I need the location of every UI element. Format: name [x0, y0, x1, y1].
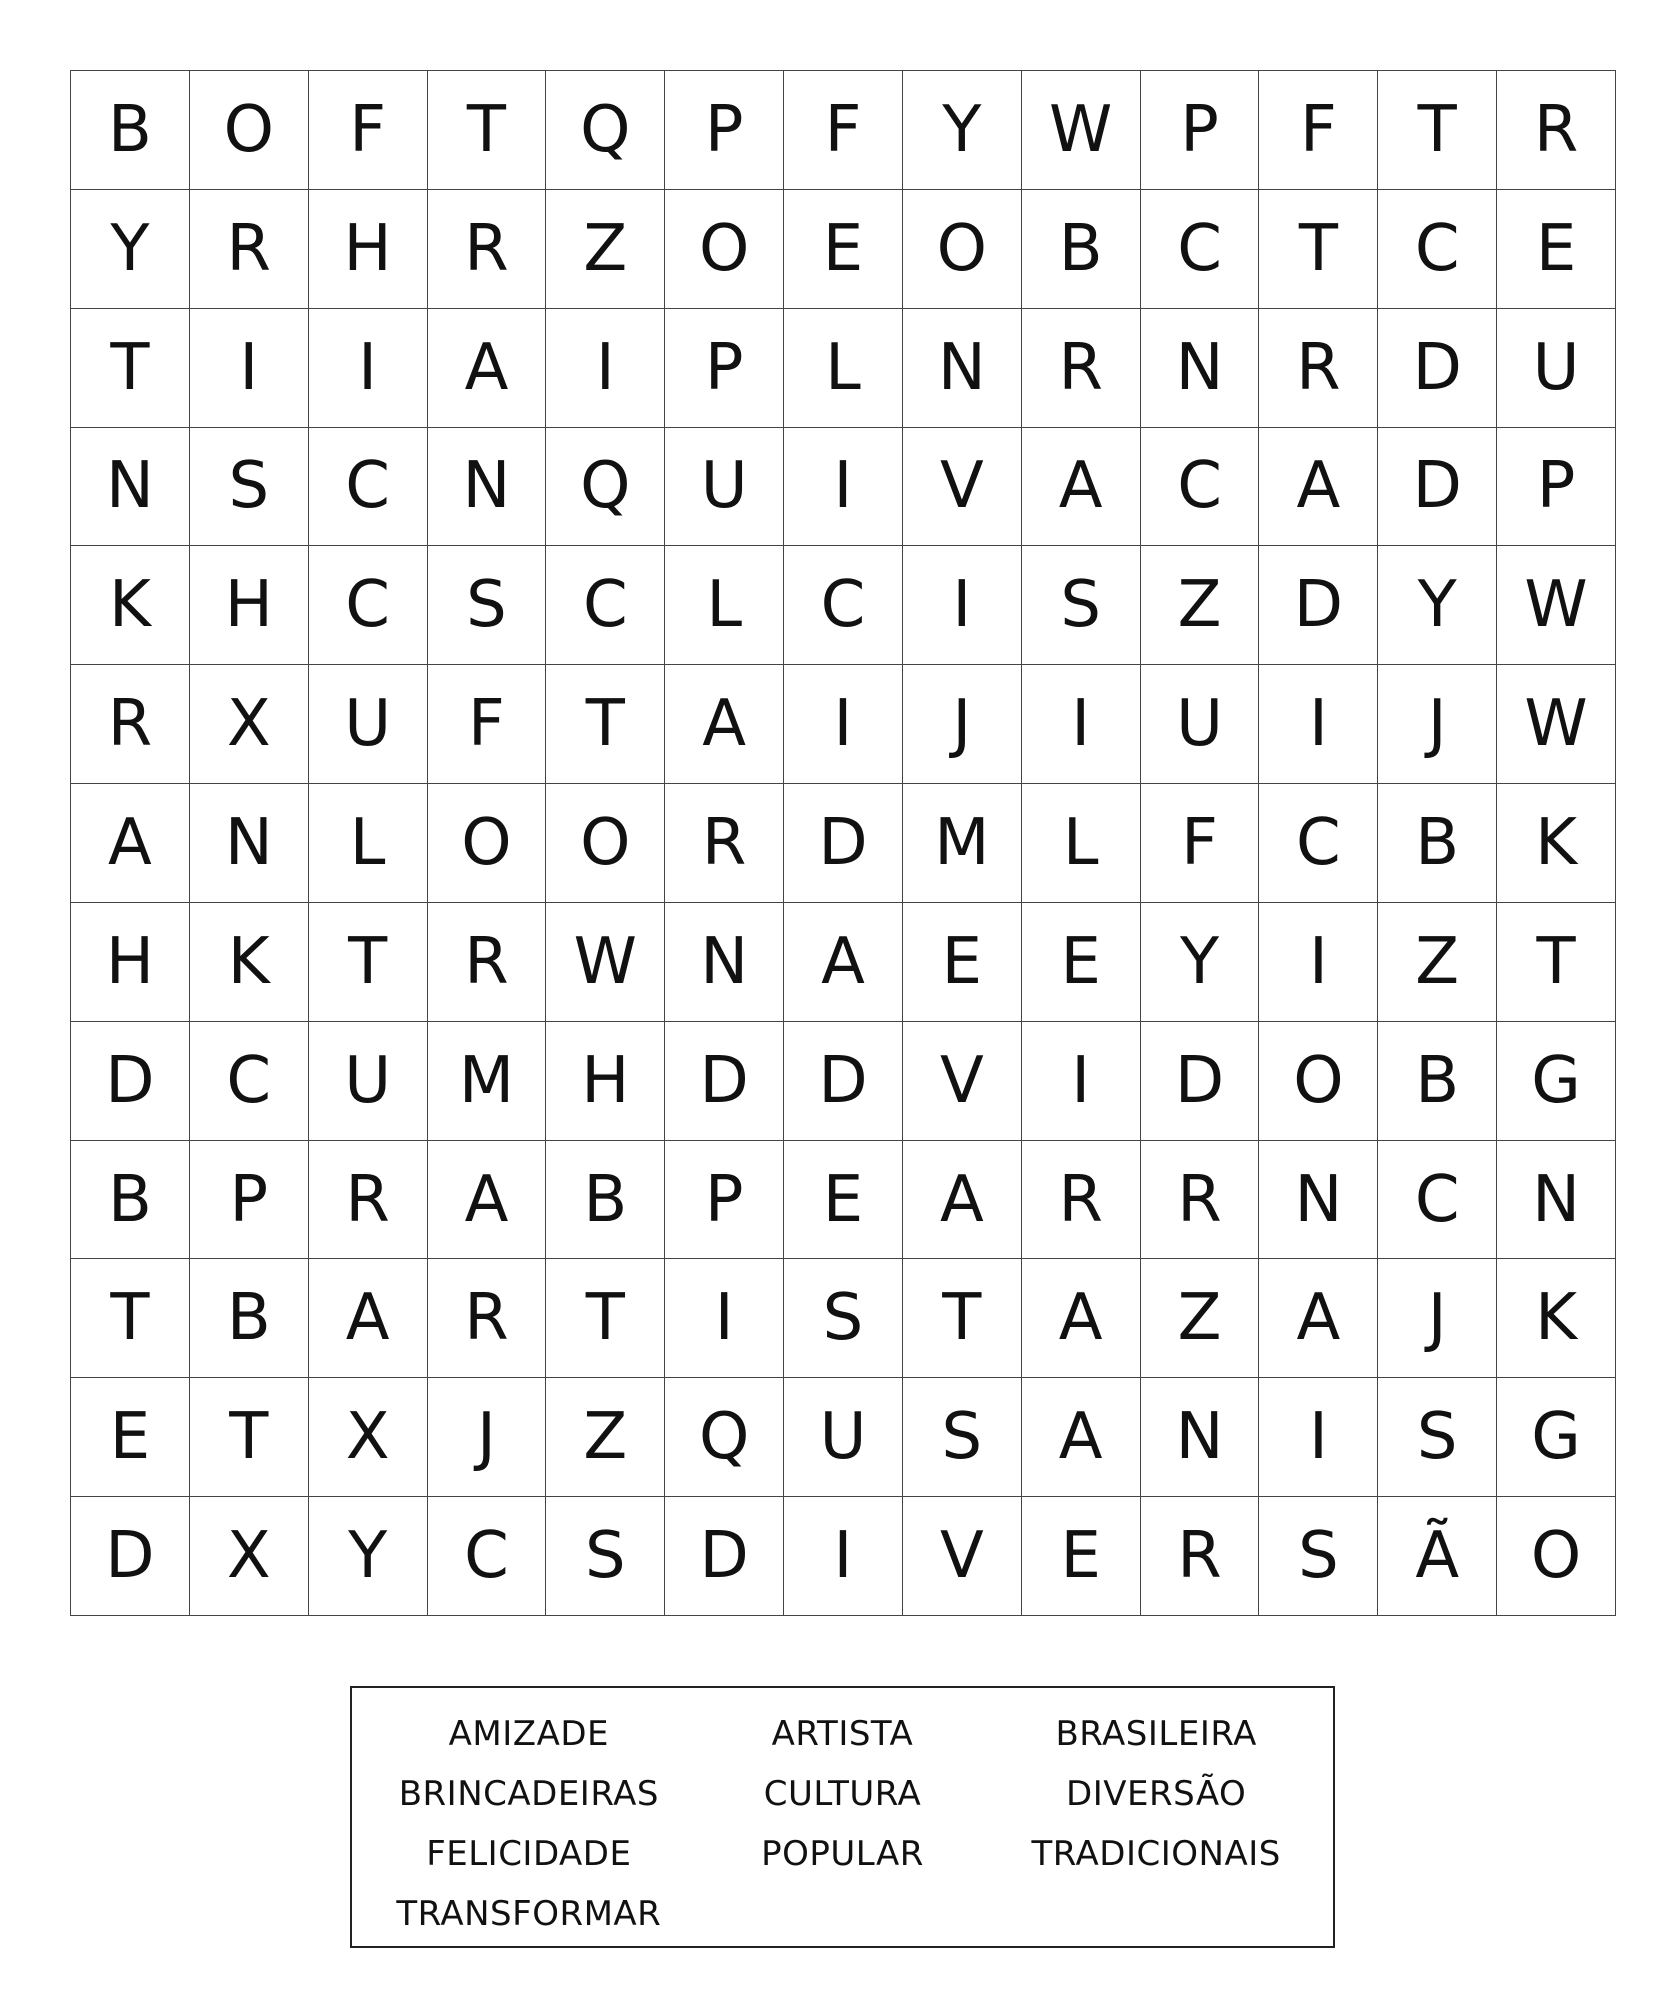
grid-cell[interactable]: Y	[309, 1497, 428, 1616]
grid-cell[interactable]: I	[1022, 1022, 1141, 1141]
grid-cell[interactable]: D	[784, 784, 903, 903]
grid-cell[interactable]: W	[546, 903, 665, 1022]
word-list-item: DIVERSÃO	[1066, 1774, 1247, 1814]
word-list-item: TRADICIONAIS	[1031, 1834, 1281, 1874]
word-list-item: AMIZADE	[448, 1714, 609, 1754]
grid-cell[interactable]: U	[665, 428, 784, 547]
grid-cell[interactable]: Z	[546, 190, 665, 309]
grid-cell[interactable]: R	[309, 1141, 428, 1260]
grid-cell[interactable]: R	[1259, 309, 1378, 428]
grid-cell[interactable]: S	[784, 1259, 903, 1378]
grid-cell[interactable]: O	[665, 190, 784, 309]
grid-cell[interactable]: R	[1141, 1141, 1260, 1260]
grid-cell[interactable]: F	[784, 71, 903, 190]
grid-cell[interactable]: S	[1378, 1378, 1497, 1497]
grid-cell[interactable]: Q	[546, 428, 665, 547]
grid-cell[interactable]: R	[1022, 309, 1141, 428]
word-list-item: CULTURA	[763, 1774, 922, 1814]
grid-cell[interactable]: C	[1141, 190, 1260, 309]
grid-cell[interactable]: T	[71, 309, 190, 428]
grid-cell[interactable]: N	[665, 903, 784, 1022]
grid-cell[interactable]: S	[1259, 1497, 1378, 1616]
grid-cell[interactable]: N	[71, 428, 190, 547]
grid-cell[interactable]: Z	[546, 1378, 665, 1497]
grid-cell[interactable]: T	[428, 71, 547, 190]
grid-cell[interactable]: W	[1497, 665, 1616, 784]
word-list-item: TRANSFORMAR	[396, 1894, 662, 1934]
grid-cell[interactable]: X	[190, 1497, 309, 1616]
grid-cell[interactable]: D	[665, 1022, 784, 1141]
grid-cell[interactable]: T	[1378, 71, 1497, 190]
grid-cell[interactable]: I	[665, 1259, 784, 1378]
word-list	[372, 1704, 1313, 1934]
word-list-item: ARTISTA	[771, 1714, 914, 1754]
grid-cell[interactable]: C	[1378, 190, 1497, 309]
grid-cell[interactable]: P	[665, 309, 784, 428]
grid-cell[interactable]: B	[71, 71, 190, 190]
grid-cell[interactable]: T	[309, 903, 428, 1022]
grid-cell[interactable]: I	[1259, 903, 1378, 1022]
grid-cell[interactable]: A	[71, 784, 190, 903]
grid-cell[interactable]: D	[71, 1497, 190, 1616]
grid-cell[interactable]: J	[1378, 665, 1497, 784]
grid-cell[interactable]: R	[71, 665, 190, 784]
grid-cell[interactable]: V	[903, 1022, 1022, 1141]
grid-cell[interactable]: P	[665, 1141, 784, 1260]
grid-cell[interactable]: B	[546, 1141, 665, 1260]
grid-cell[interactable]: R	[665, 784, 784, 903]
grid-cell[interactable]: V	[903, 428, 1022, 547]
grid-cell[interactable]: O	[903, 190, 1022, 309]
grid-cell[interactable]: W	[1497, 546, 1616, 665]
grid-cell[interactable]: F	[1141, 784, 1260, 903]
grid-cell[interactable]: K	[1497, 1259, 1616, 1378]
grid-cell[interactable]: B	[1378, 784, 1497, 903]
grid-cell[interactable]: P	[665, 71, 784, 190]
grid-cell[interactable]: K	[71, 546, 190, 665]
grid-cell[interactable]: R	[1497, 71, 1616, 190]
grid-cell[interactable]: A	[1259, 428, 1378, 547]
grid-cell[interactable]: A	[309, 1259, 428, 1378]
grid-cell[interactable]: F	[1259, 71, 1378, 190]
grid-cell[interactable]: R	[190, 190, 309, 309]
word-bank	[350, 1686, 1335, 1948]
grid-cell[interactable]: I	[1259, 1378, 1378, 1497]
grid-cell[interactable]: Y	[1378, 546, 1497, 665]
grid-cell[interactable]: U	[784, 1378, 903, 1497]
grid-cell[interactable]: D	[1378, 428, 1497, 547]
grid-cell[interactable]: B	[71, 1141, 190, 1260]
grid-cell[interactable]: Y	[1141, 903, 1260, 1022]
grid-cell[interactable]: H	[309, 190, 428, 309]
grid-cell[interactable]: K	[190, 903, 309, 1022]
grid-cell[interactable]: V	[903, 1497, 1022, 1616]
grid-cell[interactable]: N	[1259, 1141, 1378, 1260]
grid-cell[interactable]: U	[309, 665, 428, 784]
grid-cell[interactable]: C	[1141, 428, 1260, 547]
grid-cell[interactable]: D	[1259, 546, 1378, 665]
grid-cell[interactable]: E	[903, 903, 1022, 1022]
grid-cell[interactable]: X	[309, 1378, 428, 1497]
grid-cell[interactable]: I	[784, 428, 903, 547]
grid-cell[interactable]: N	[1497, 1141, 1616, 1260]
grid-cell[interactable]: L	[1022, 784, 1141, 903]
grid-cell[interactable]: Z	[1141, 1259, 1260, 1378]
grid-cell[interactable]: B	[1378, 1022, 1497, 1141]
grid-cell[interactable]: S	[428, 546, 547, 665]
grid-cell[interactable]: J	[428, 1378, 547, 1497]
grid-cell[interactable]: S	[903, 1378, 1022, 1497]
grid-cell[interactable]: M	[428, 1022, 547, 1141]
grid-cell[interactable]: F	[428, 665, 547, 784]
grid-cell[interactable]: H	[546, 1022, 665, 1141]
grid-cell[interactable]: A	[428, 1141, 547, 1260]
grid-cell[interactable]: I	[309, 309, 428, 428]
grid-cell[interactable]: I	[1259, 665, 1378, 784]
grid-cell[interactable]: A	[428, 309, 547, 428]
grid-cell[interactable]: O	[428, 784, 547, 903]
grid-cell[interactable]: T	[1497, 903, 1616, 1022]
grid-cell[interactable]: D	[784, 1022, 903, 1141]
grid-cell[interactable]: R	[428, 903, 547, 1022]
grid-cell[interactable]: T	[546, 1259, 665, 1378]
word-list-item: BRASILEIRA	[1055, 1714, 1257, 1754]
grid-cell[interactable]: R	[1022, 1141, 1141, 1260]
grid-cell[interactable]: F	[309, 71, 428, 190]
grid-cell[interactable]: A	[784, 903, 903, 1022]
grid-cell[interactable]: U	[1141, 665, 1260, 784]
grid-cell[interactable]: D	[71, 1022, 190, 1141]
word-list-item: FELICIDADE	[426, 1834, 632, 1874]
grid-cell[interactable]: E	[1497, 190, 1616, 309]
grid-cell[interactable]: N	[903, 309, 1022, 428]
grid-cell[interactable]: T	[1259, 190, 1378, 309]
grid-cell[interactable]: S	[1022, 546, 1141, 665]
grid-cell[interactable]: Z	[1141, 546, 1260, 665]
grid-cell[interactable]: D	[665, 1497, 784, 1616]
grid-cell[interactable]: X	[190, 665, 309, 784]
grid-cell[interactable]: D	[1141, 1022, 1260, 1141]
grid-cell[interactable]: Ã	[1378, 1497, 1497, 1616]
grid-cell[interactable]: C	[428, 1497, 547, 1616]
grid-cell[interactable]: H	[71, 903, 190, 1022]
grid-cell[interactable]: R	[428, 1259, 547, 1378]
grid-cell[interactable]: Y	[903, 71, 1022, 190]
grid-cell[interactable]: O	[1497, 1497, 1616, 1616]
grid-cell[interactable]: L	[665, 546, 784, 665]
grid-cell[interactable]: C	[190, 1022, 309, 1141]
grid-cell[interactable]: S	[546, 1497, 665, 1616]
grid-cell[interactable]: R	[1141, 1497, 1260, 1616]
grid-cell[interactable]: L	[784, 309, 903, 428]
grid-cell[interactable]: O	[1259, 1022, 1378, 1141]
grid-cell[interactable]: C	[1259, 784, 1378, 903]
grid-cell[interactable]: A	[665, 665, 784, 784]
grid-cell[interactable]: A	[1022, 1259, 1141, 1378]
grid-cell[interactable]: G	[1497, 1022, 1616, 1141]
grid-cell[interactable]: O	[190, 71, 309, 190]
grid-cell[interactable]: O	[546, 784, 665, 903]
grid-cell[interactable]: G	[1497, 1378, 1616, 1497]
grid-cell[interactable]: K	[1497, 784, 1616, 903]
grid-cell[interactable]: L	[309, 784, 428, 903]
grid-cell[interactable]: J	[903, 665, 1022, 784]
grid-cell[interactable]: H	[190, 546, 309, 665]
grid-cell[interactable]: E	[71, 1378, 190, 1497]
grid-cell[interactable]: W	[1022, 71, 1141, 190]
grid-cell[interactable]: B	[1022, 190, 1141, 309]
grid-cell[interactable]: M	[903, 784, 1022, 903]
grid-cell[interactable]: E	[1022, 903, 1141, 1022]
grid-cell[interactable]: P	[1497, 428, 1616, 547]
grid-cell[interactable]: D	[1378, 309, 1497, 428]
word-list-item: POPULAR	[761, 1834, 924, 1874]
grid-cell[interactable]: T	[903, 1259, 1022, 1378]
grid-cell[interactable]: Q	[546, 71, 665, 190]
grid-cell[interactable]: I	[784, 1497, 903, 1616]
grid-cell[interactable]: C	[1378, 1141, 1497, 1260]
grid-cell[interactable]: T	[546, 665, 665, 784]
grid-cell[interactable]: I	[784, 665, 903, 784]
grid-cell[interactable]: J	[1378, 1259, 1497, 1378]
grid-cell[interactable]: T	[71, 1259, 190, 1378]
grid-cell[interactable]: C	[309, 428, 428, 547]
word-list-item: BRINCADEIRAS	[398, 1774, 659, 1814]
grid-cell[interactable]: P	[190, 1141, 309, 1260]
grid-cell[interactable]: E	[784, 190, 903, 309]
grid-cell[interactable]: Z	[1378, 903, 1497, 1022]
grid-cell[interactable]: Q	[665, 1378, 784, 1497]
grid-cell[interactable]: E	[784, 1141, 903, 1260]
grid-cell[interactable]: A	[1022, 428, 1141, 547]
grid-cell[interactable]: I	[546, 309, 665, 428]
grid-cell[interactable]: S	[190, 428, 309, 547]
grid-cell[interactable]: A	[903, 1141, 1022, 1260]
grid-cell[interactable]: C	[309, 546, 428, 665]
grid-cell[interactable]: N	[190, 784, 309, 903]
letter-grid	[70, 70, 1616, 1616]
grid-cell[interactable]: N	[1141, 1378, 1260, 1497]
grid-cell[interactable]: I	[1022, 665, 1141, 784]
grid-cell[interactable]: Y	[71, 190, 190, 309]
grid-cell[interactable]: E	[1022, 1497, 1141, 1616]
grid-cell[interactable]: A	[1259, 1259, 1378, 1378]
grid-cell[interactable]: I	[190, 309, 309, 428]
grid-cell[interactable]: B	[190, 1259, 309, 1378]
grid-cell[interactable]: N	[1141, 309, 1260, 428]
grid-cell[interactable]: T	[190, 1378, 309, 1497]
grid-cell[interactable]: U	[1497, 309, 1616, 428]
grid-cell[interactable]: I	[903, 546, 1022, 665]
grid-cell[interactable]: C	[784, 546, 903, 665]
grid-cell[interactable]: N	[428, 428, 547, 547]
grid-cell[interactable]: R	[428, 190, 547, 309]
grid-cell[interactable]: A	[1022, 1378, 1141, 1497]
grid-cell[interactable]: P	[1141, 71, 1260, 190]
grid-cell[interactable]: U	[309, 1022, 428, 1141]
grid-cell[interactable]: C	[546, 546, 665, 665]
